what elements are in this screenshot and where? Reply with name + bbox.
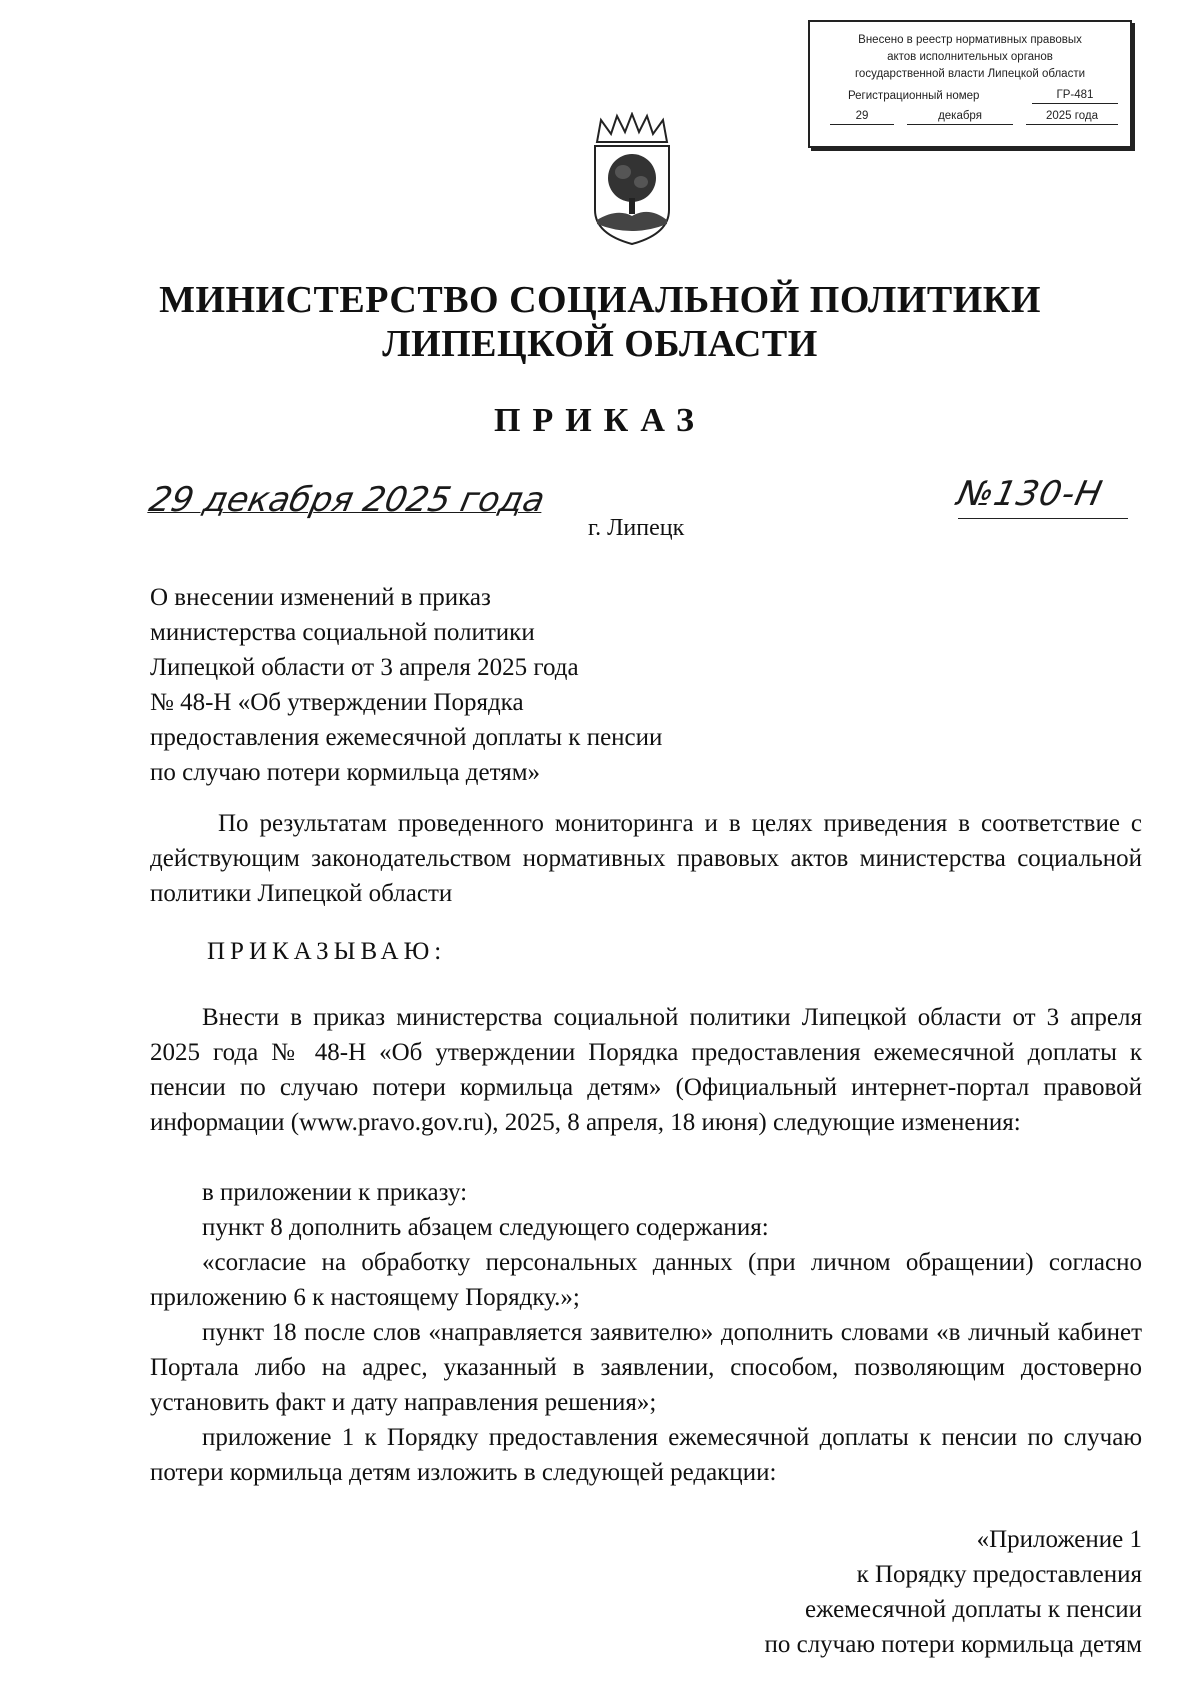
amendment-line-item-8: пункт 8 дополнить абзацем следующего содержания:: [202, 1214, 769, 1241]
stamp-line-1: Внесено в реестр нормативных правовых: [858, 34, 1082, 46]
stamp-reg-number: ГР-481: [1032, 87, 1118, 104]
stamp-reg-label: Регистрационный номер: [848, 90, 980, 102]
document-title: ПРИКАЗ: [494, 402, 706, 439]
number-underline: [958, 518, 1128, 519]
ministry-name-line-2: ЛИПЕЦКОЙ ОБЛАСТИ: [382, 323, 818, 365]
item-18-paragraph: пункт 18 после слов «направляется заявителю» дополнить словами «в личный кабинет Портала либо на адрес, указанный в заявлении, способом, позволяющим достоверно установить факт и дату направления решения»;: [150, 1319, 1142, 1416]
subject-line: предоставления ежемесячной доплаты к пенсии: [150, 724, 663, 751]
stamp-year: 2025 года: [1026, 108, 1118, 125]
stamp-line-2: актов исполнительных органов: [887, 51, 1053, 63]
stamp-day: 29: [830, 108, 894, 125]
appendix-header: [764, 1522, 1142, 1662]
order-subject: [150, 580, 662, 790]
subject-line: О внесении изменений в приказ: [150, 584, 491, 611]
subject-line: министерства социальной политики: [150, 619, 535, 646]
subject-line: Липецкой области от 3 апреля 2025 года: [150, 654, 579, 681]
subject-line: по случаю потери кормильца детям»: [150, 759, 541, 786]
appendix-line: к Порядку предоставления: [856, 1561, 1142, 1588]
appendix-line: ежемесячной доплаты к пенсии: [805, 1596, 1142, 1623]
handwritten-number: №130-Н: [953, 474, 1107, 514]
consent-paragraph: «согласие на обработку персональных данных (при личном обращении) согласно приложению 6 к настоящему Порядку.»;: [150, 1249, 1142, 1311]
appendix-line: по случаю потери кормильца детям: [764, 1631, 1142, 1658]
city: г. Липецк: [588, 515, 685, 541]
preamble-paragraph: По результатам проведенного мониторинга и в целях приведения в соответствие с действующим законодательством нормативных правовых актов министерства социальной политики Липецкой области: [150, 810, 1142, 907]
amendment-line-appendix: в приложении к приказу:: [202, 1179, 468, 1206]
subject-line: № 48-Н «Об утверждении Порядка: [150, 689, 524, 716]
order-word: ПРИКАЗЫВАЮ:: [207, 938, 447, 965]
appendix-line: «Приложение 1: [976, 1526, 1142, 1553]
amendment-paragraph: Внести в приказ министерства социальной политики Липецкой области от 3 апреля 2025 года № 48-Н «Об утверждении Порядка предоставления ежемесячной доплаты к пенсии по случаю потери кормильца детям» (Официальный интернет-портал правовой информации (www.pravo.gov.ru), 2025, 8 апреля, 18 июня) следующие изменения:: [150, 1004, 1142, 1136]
appendix-1-paragraph: приложение 1 к Порядку предоставления ежемесячной доплаты к пенсии по случаю потери кормильца детям изложить в следующей редакции:: [150, 1424, 1142, 1486]
handwritten-date: 29 декабря 2025 года: [145, 480, 549, 520]
stamp-line-3: государственной власти Липецкой области: [854, 68, 1086, 80]
ministry-name-line-1: МИНИСТЕРСТВО СОЦИАЛЬНОЙ ПОЛИТИКИ: [159, 279, 1041, 321]
stamp-month: декабря: [907, 108, 1013, 125]
registration-stamp: [808, 20, 1132, 148]
coat-of-arms-icon: [587, 112, 677, 246]
